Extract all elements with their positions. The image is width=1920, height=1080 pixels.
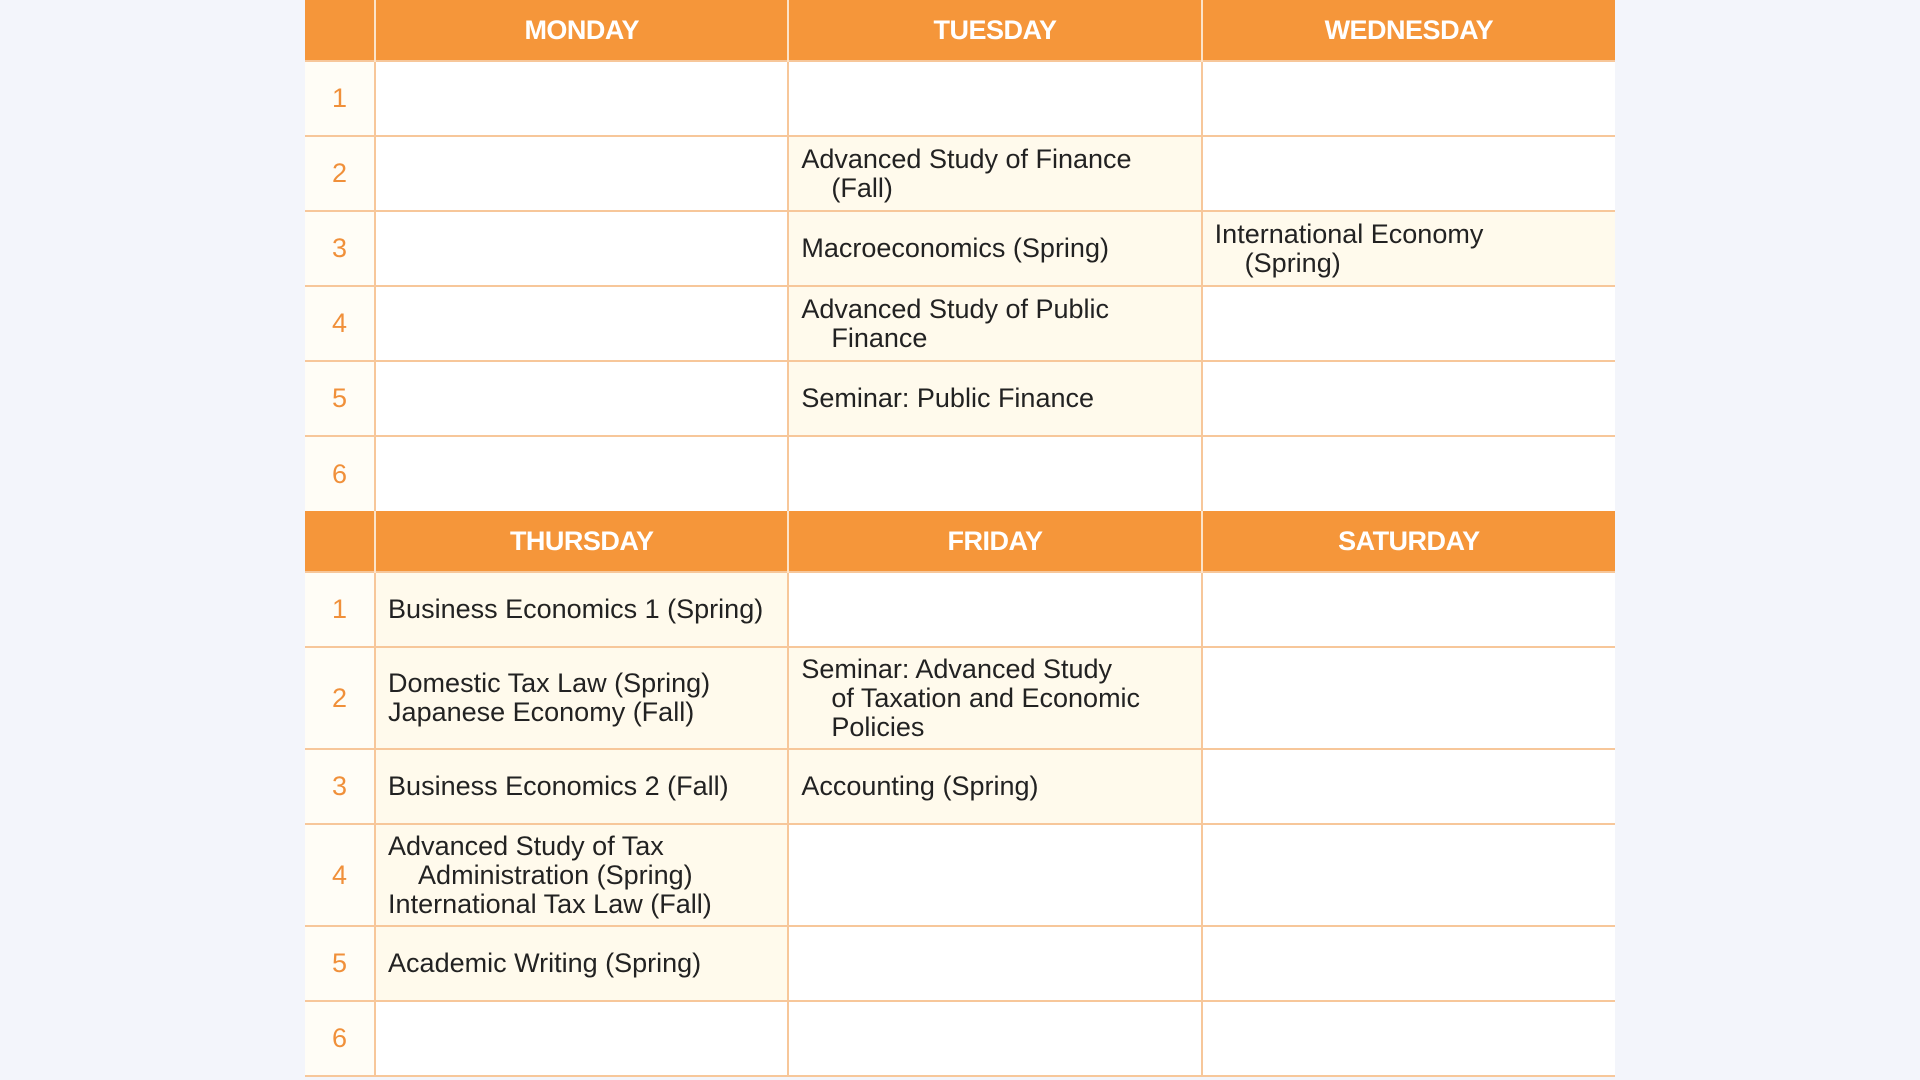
course-text-line: Academic Writing (Spring) — [388, 948, 702, 978]
course-text-line: Seminar: Advanced Study — [801, 653, 1113, 684]
course-text-line: International Tax Law (Fall) — [388, 888, 712, 919]
period-row — [305, 436, 1615, 511]
class-slot-tuesday — [788, 61, 1201, 136]
period-number: 6 — [305, 436, 375, 511]
period-number: 5 — [305, 926, 375, 1001]
course-text-line: Domestic Tax Law (Spring) — [388, 668, 711, 698]
class-slot-wednesday — [1202, 436, 1615, 511]
period-number: 3 — [305, 211, 375, 286]
course-entry — [801, 384, 1200, 413]
period-number: 1 — [305, 572, 375, 647]
class-slot-saturday — [1202, 824, 1615, 926]
course-entry — [388, 890, 787, 919]
class-slot-tuesday — [788, 436, 1201, 511]
course-entry — [388, 698, 787, 727]
course-text-line: Japanese Economy (Fall) — [388, 697, 695, 727]
course-text-line: Business Economics 2 (Fall) — [388, 771, 729, 801]
period-number: 4 — [305, 824, 375, 926]
class-slot-friday — [788, 749, 1201, 824]
period-number: 2 — [305, 136, 375, 211]
period-row — [305, 572, 1615, 647]
course-text-line: Administration (Spring) — [418, 859, 693, 890]
course-entry — [1215, 220, 1615, 278]
class-slot-friday — [788, 647, 1201, 749]
course-entry — [801, 655, 1200, 742]
day-header-row — [305, 0, 1615, 61]
class-slot-thursday — [375, 926, 788, 1001]
day-header-monday: MONDAY — [375, 0, 788, 61]
class-slot-monday — [375, 436, 788, 511]
course-entry — [801, 145, 1200, 203]
class-slot-saturday — [1202, 1001, 1615, 1076]
class-slot-monday — [375, 286, 788, 361]
course-text-line: International Economy — [1214, 218, 1484, 249]
course-text-line: (Spring) — [1244, 247, 1341, 278]
header-corner-cell — [305, 0, 375, 61]
class-slot-saturday — [1202, 926, 1615, 1001]
period-number: 4 — [305, 286, 375, 361]
class-slot-tuesday — [788, 286, 1201, 361]
period-row — [305, 211, 1615, 286]
course-entry — [388, 595, 787, 624]
class-slot-friday — [788, 1001, 1201, 1076]
course-entry — [388, 949, 787, 978]
day-header-saturday: SATURDAY — [1202, 511, 1615, 572]
class-slot-wednesday — [1202, 136, 1615, 211]
course-text-line: (Fall) — [831, 172, 893, 203]
period-row — [305, 749, 1615, 824]
course-entry — [388, 772, 787, 801]
period-row — [305, 136, 1615, 211]
day-header-wednesday: WEDNESDAY — [1202, 0, 1615, 61]
class-slot-saturday — [1202, 572, 1615, 647]
class-slot-thursday — [375, 572, 788, 647]
course-text-line: Advanced Study of Public — [801, 293, 1110, 324]
day-header-thursday: THURSDAY — [375, 511, 788, 572]
header-corner-cell — [305, 511, 375, 572]
class-slot-wednesday — [1202, 286, 1615, 361]
class-slot-thursday — [375, 647, 788, 749]
course-text-line: Advanced Study of Tax — [388, 830, 664, 861]
course-text-line: Policies — [831, 711, 925, 742]
course-entry — [801, 772, 1200, 801]
class-slot-monday — [375, 61, 788, 136]
course-text-line: Business Economics 1 (Spring) — [388, 594, 764, 624]
class-slot-thursday — [375, 1001, 788, 1076]
class-slot-thursday — [375, 749, 788, 824]
period-number: 3 — [305, 749, 375, 824]
class-slot-monday — [375, 136, 788, 211]
class-slot-monday — [375, 361, 788, 436]
day-header-tuesday: TUESDAY — [788, 0, 1201, 61]
course-text-line: Advanced Study of Finance — [801, 143, 1132, 174]
day-header-row — [305, 511, 1615, 572]
period-row — [305, 926, 1615, 1001]
course-entry — [801, 234, 1200, 263]
class-slot-wednesday — [1202, 61, 1615, 136]
course-text-line: Seminar: Public Finance — [801, 383, 1094, 413]
period-number: 1 — [305, 61, 375, 136]
period-row — [305, 1001, 1615, 1076]
class-slot-friday — [788, 926, 1201, 1001]
period-number: 6 — [305, 1001, 375, 1076]
period-row — [305, 647, 1615, 749]
course-text-line: Macroeconomics (Spring) — [801, 233, 1109, 263]
period-row — [305, 61, 1615, 136]
period-row — [305, 286, 1615, 361]
course-text-line: Accounting (Spring) — [801, 771, 1039, 801]
class-slot-friday — [788, 824, 1201, 926]
class-slot-saturday — [1202, 647, 1615, 749]
course-text-line: of Taxation and Economic — [831, 682, 1141, 713]
course-entry — [388, 669, 787, 698]
course-entry — [801, 295, 1200, 353]
class-slot-tuesday — [788, 211, 1201, 286]
class-slot-thursday — [375, 824, 788, 926]
period-row — [305, 361, 1615, 436]
day-header-friday: FRIDAY — [788, 511, 1201, 572]
course-entry — [388, 832, 787, 890]
class-slot-monday — [375, 211, 788, 286]
course-text-line: Finance — [831, 322, 928, 353]
class-slot-tuesday — [788, 361, 1201, 436]
period-number: 2 — [305, 647, 375, 749]
class-slot-friday — [788, 572, 1201, 647]
class-slot-saturday — [1202, 749, 1615, 824]
period-row — [305, 824, 1615, 926]
class-slot-wednesday — [1202, 361, 1615, 436]
class-slot-wednesday — [1202, 211, 1615, 286]
class-slot-tuesday — [788, 136, 1201, 211]
period-number: 5 — [305, 361, 375, 436]
class-timetable — [305, 0, 1615, 1077]
